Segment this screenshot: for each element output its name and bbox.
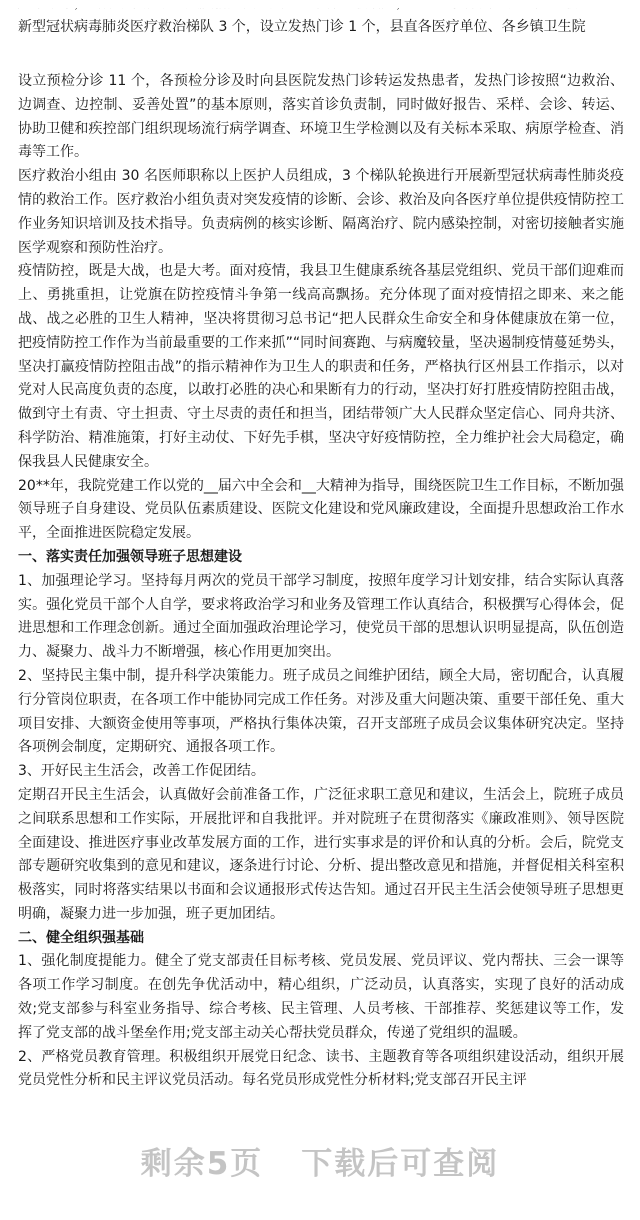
document-body xyxy=(18,70,624,1093)
paragraph: 2、严格党员教育管理。积极组织开展党日纪念、读书、主题教育等各项组织建设活动，组织开展党员党性分析和民主评议党员活动。每名党员形成党性分析材料;党支部召开民主评 xyxy=(18,1048,624,1089)
paragraph: 1、强化制度提能力。健全了党支部责任目标考核、党员发展、党员评议、党内帮扶、三会一课等各项工作学习制度。在创先争优活动中，精心组织，广泛动员，认真落实，实现了良好的活动成效;党支部参与科室业务指导、综合考核、民主管理、人员考核、干部推荐、奖惩建议等工作，发挥了党支部的战斗堡垒作用;党支部主动关心帮扶党员群众，传递了党组织的温暖。 xyxy=(18,953,624,1041)
paragraph: 2、坚持民主集中制，提升科学决策能力。班子成员之间维护团结，顾全大局，密切配合，认真履行分管岗位职责，在各项工作中能协同完成工作任务。对涉及重大问题决策、重要干部任免、重大项目安排、大额资金使用等事项，严格执行集体决策，召开支部班子成员会议集体研究决定。坚持各项例会制度，定期研究、通报各项工作。 xyxy=(18,667,624,756)
paragraph: 定期召开民主生活会，认真做好会前准备工作，广泛征求职工意见和建议，生活会上，院班子成员之间联系思想和工作实际，开展批评和自我批评。并对院班子在贯彻落实《廉政准则》、领导医院全面建设、推进医疗事业改革发展方面的工作，进行实事求是的评价和认真的分析。会后，院党支部专题研究收集到的意见和建议，逐条进行讨论、分析、提出整改意见和措施，并督促相关科室积极落实，同时将落实结果以书面和会议通报形式传达告知。通过召开民主生活会使领导班子思想更明确，凝聚力进一步加强，班子更加团结。 xyxy=(18,786,624,922)
section-heading: 二、健全组织强基础 xyxy=(18,929,144,946)
remaining-pages-label: 剩余5页 xyxy=(140,1145,264,1182)
top-line-2: 新型冠状病毒肺炎医疗救治梯队 3 个，设立发热门诊 1 个，县直各医疗单位、各乡镇卫生院 xyxy=(18,18,586,35)
paragraph: 医疗救治小组由 30 名医师职称以上医护人员组成，3 个梯队轮换进行开展新型冠状病毒性肺炎疫情的救治工作。医疗救治小组负责对突发疫情的诊断、会诊、救治及向各医疗单位提供疫情防控工作业务知识培训及技术指导。负责病例的核实诊断、隔离治疗、院内感染控制，对密切接触者实施医学观察和预防性治疗。 xyxy=(18,168,624,256)
paragraph: 1、加强理论学习。坚持每月两次的党员干部学习制度，按照年度学习计划安排，结合实际认真落实。强化党员干部个人自学，要求将政治学习和业务及管理工作认真结合，积极撰写心得体会，促进思想和工作理念创新。通过全面加强政治理论学习，使党员干部的思想认识明显提高，队伍创造力、凝聚力、战斗力不断增强，核心作用更加突出。 xyxy=(18,572,624,661)
section-heading: 一、落实责任加强领导班子思想建设 xyxy=(18,548,242,565)
download-more-banner[interactable] xyxy=(0,1130,640,1190)
paragraph: 3、开好民主生活会，改善工作促团结。 xyxy=(18,763,265,780)
paragraph: 设立预检分诊 11 个，各预检分诊及时向县医院发热门诊转运发热患者，发热门诊按照“边救治、边调查、边控制、妥善处置”的基本原则，落实首诊负责制，同时做好报告、采样、会诊、转运、协助卫健和疾控部门组织现场流行病学调查、环境卫生学检测以及有关标本采取、病原学检查、消毒等工作。 xyxy=(18,73,624,161)
paragraph: 20**年，我院党建工作以党的__届六中全会和__大精神为指导，围绕医院卫生工作目标，不断加强领导班子自身建设、党员队伍素质建设、医院文化建设和党风廉政建设，全面提升思想政治工作水平，全面推进医院稳定发展。 xyxy=(18,477,624,542)
download-to-view-label[interactable]: 下载后可查阅 xyxy=(301,1145,500,1182)
top-cutoff xyxy=(0,0,640,8)
paragraph: 疫情防控，既是大战，也是大考。面对疫情，我县卫生健康系统各基层党组织、党员干部们迎难而上、勇挑重担，让党旗在防控疫情斗争第一线高高飘扬。充分体现了面对疫情招之即来、来之能战、战之必胜的卫生人精神，坚决将贯彻习总书记“把人民群众生命安全和身体健康放在第一位，把疫情防控工作作为当前最重要的工作来抓”“同时间赛跑、与病魔较量，坚决遏制疫情蔓延势头，坚决打赢疫情防控阻击战”的指示精神作为卫生人的职责和任务，严格执行区州县工作指示，以对党对人民高度负责的态度，以敢打必胜的决心和果断有力的行动，坚决打好打胜疫情防控阻击战，做到守土有责、守土担责、守土尽责的责任和担当，团结带领广大人民群众坚定信心、同舟共济、科学防治、精准施策，打好主动仗、下好先手棋，坚决守好疫情防控，全力维护社会大局稳定，确保我县人民健康安全。 xyxy=(18,263,624,470)
